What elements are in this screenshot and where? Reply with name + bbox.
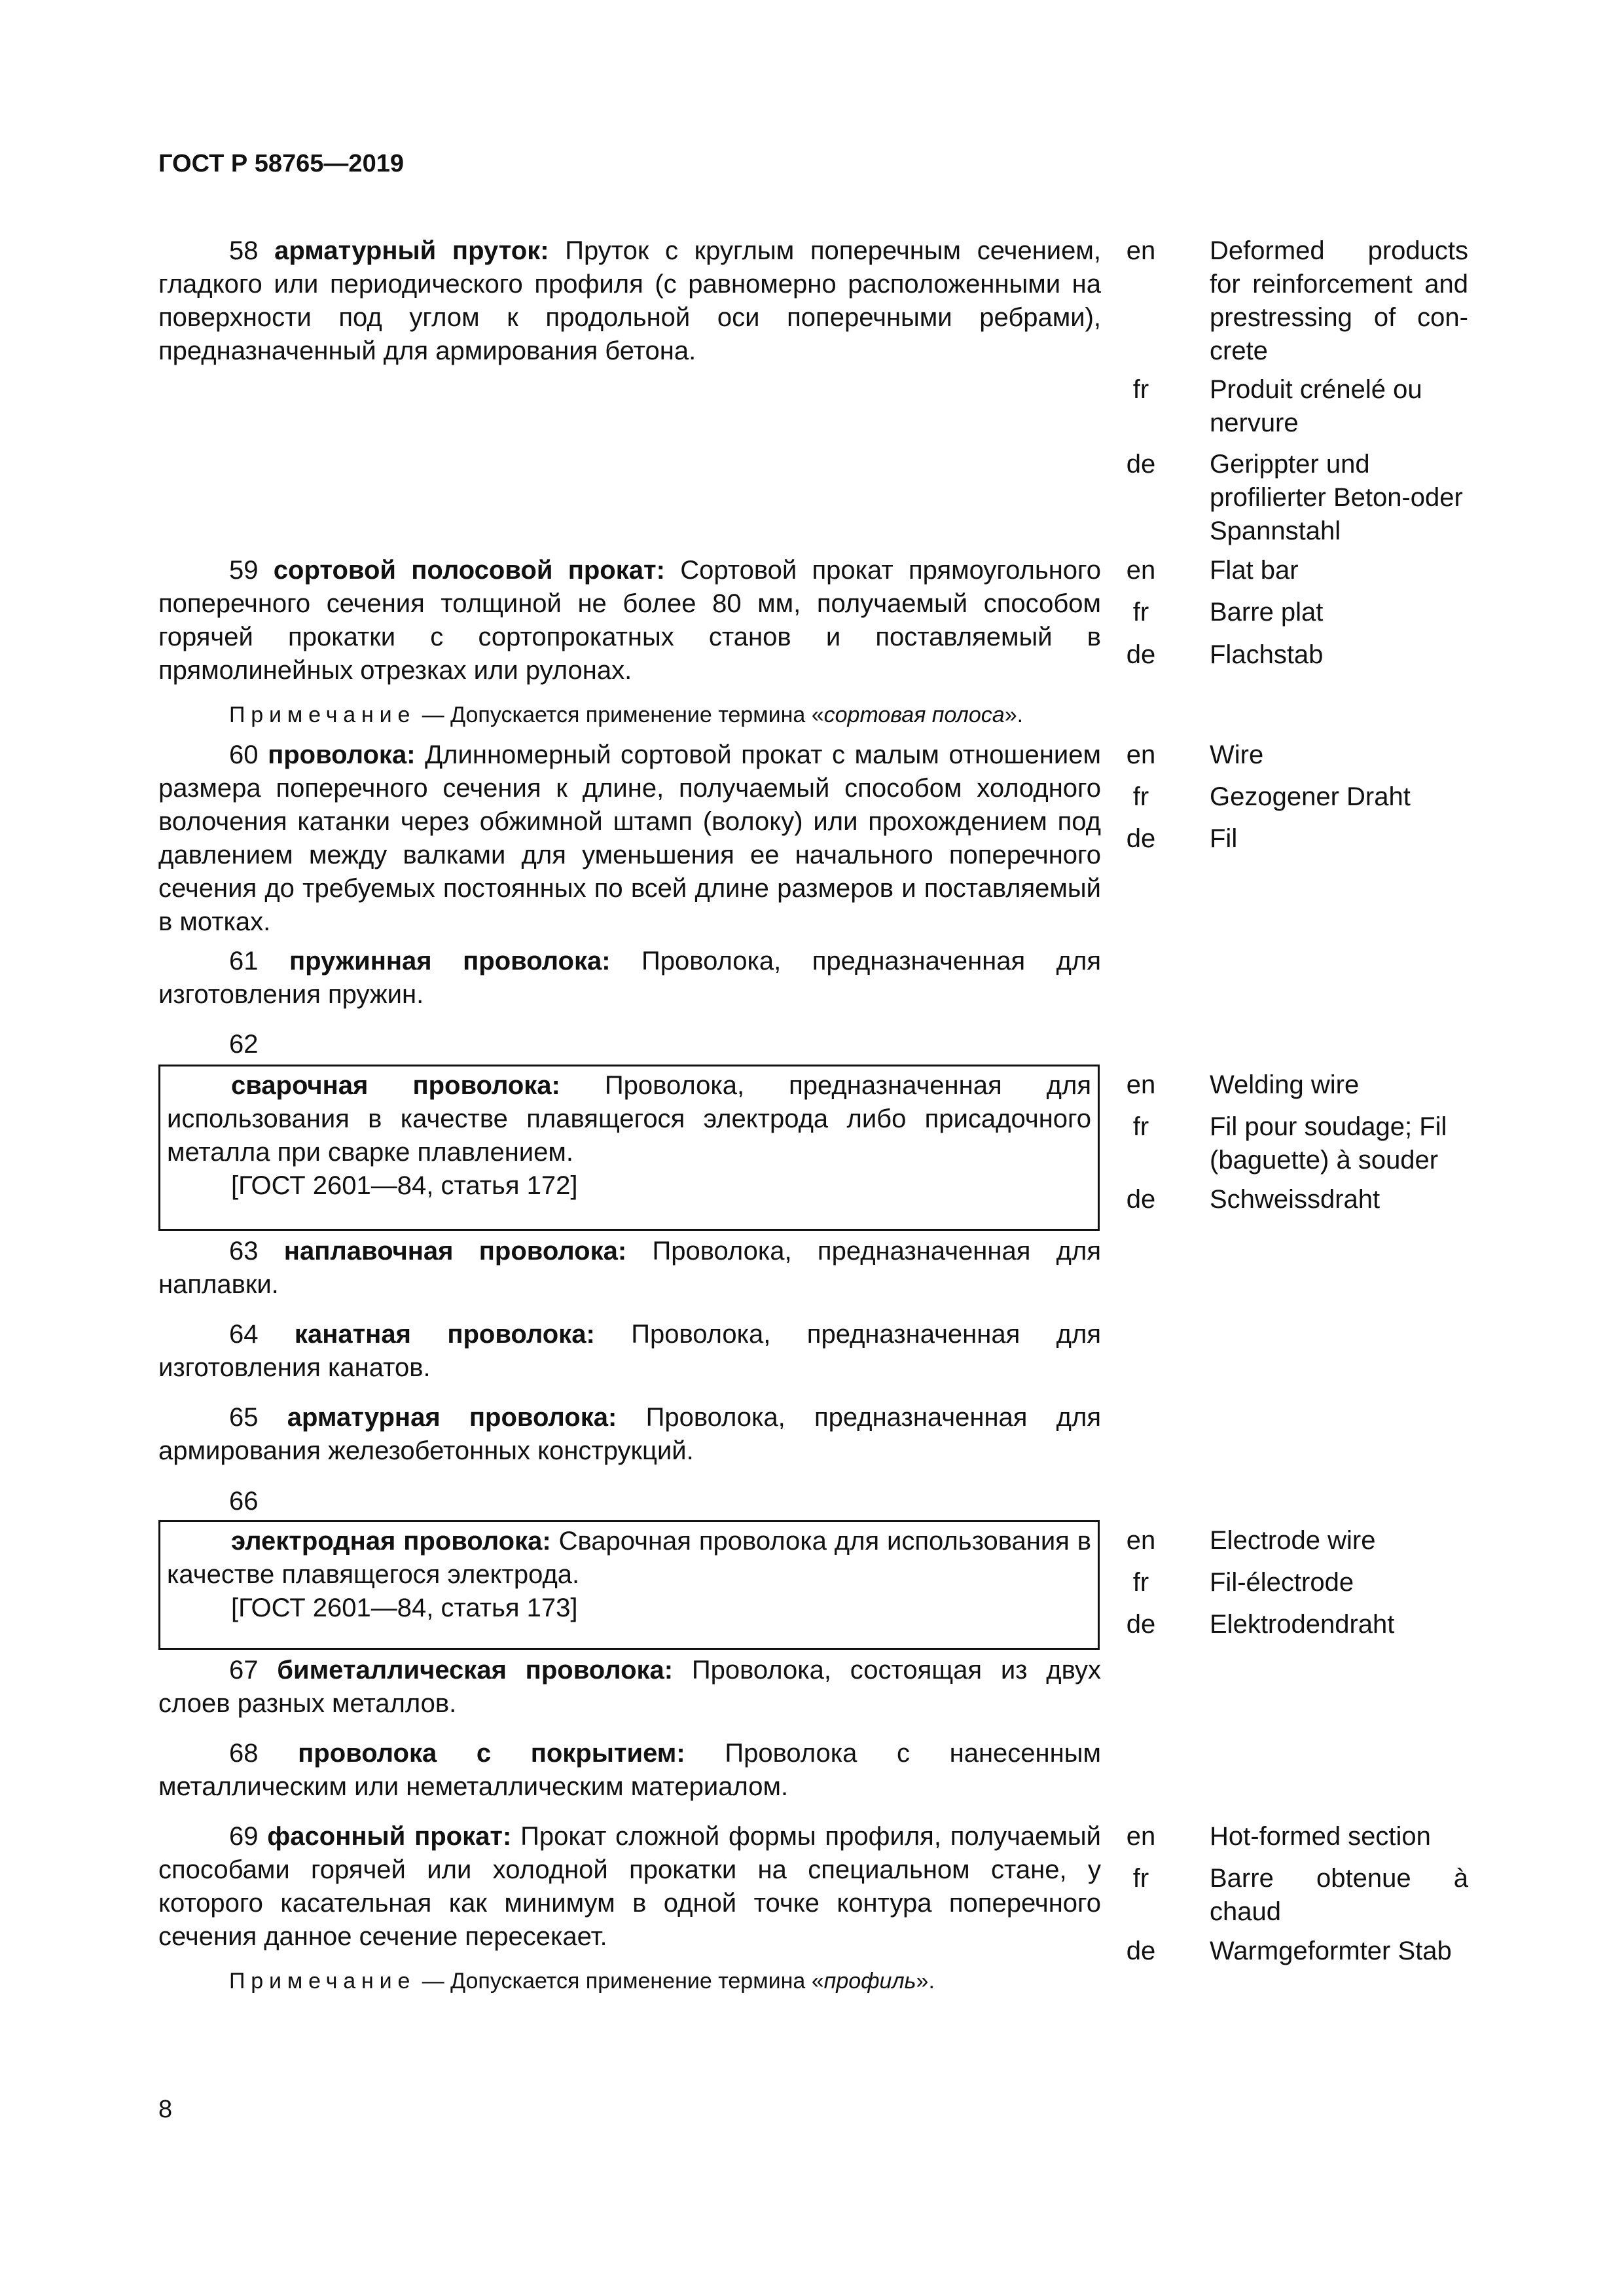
lang-code-de: de <box>1126 1610 1156 1639</box>
term-de: Elektrodendraht <box>1210 1610 1395 1639</box>
entry-64 <box>158 1318 1101 1385</box>
entry-definition: Проволока, предназначенная для наплавки. <box>158 1237 1102 1299</box>
term-de: Warmgeformter Stab <box>1210 1937 1452 1965</box>
note-label: Примечание <box>229 702 416 727</box>
term-en: Welding wire <box>1210 1070 1360 1099</box>
lang-code-en: en <box>1126 740 1156 769</box>
term-en: Deformed products for reinforcement and prestressing of con-crete <box>1210 236 1468 365</box>
term-fr: Gezogener Draht <box>1210 782 1411 811</box>
entry-definition: Проволока, предназначенная для использования в качестве плавящегося электрода либо присадочного металла при сварке плавлением. <box>167 1071 1091 1167</box>
term-fr: Barre obtenue à chaud <box>1210 1864 1468 1926</box>
term-de: Schweissdraht <box>1210 1185 1380 1214</box>
note-text: — Допускается применение термина « <box>416 1969 824 1994</box>
lang-code-fr: fr <box>1132 1864 1149 1893</box>
entry-number: 69 <box>229 1822 259 1851</box>
entry-definition: Сварочная проволока для использования в качестве плавящегося электрода. <box>167 1527 1091 1589</box>
entry-66-box <box>158 1520 1100 1650</box>
entry-source: [ГОСТ 2601—84, статья 172] <box>231 1171 578 1200</box>
entry-number: 60 <box>229 740 259 769</box>
entry-number: 58 <box>229 236 259 265</box>
entry-definition: Проволока, предназначенная для изготовления пружин. <box>158 947 1101 1009</box>
term-fr: Produit crénelé ou nervure <box>1210 375 1422 437</box>
entry-60 <box>158 738 1101 939</box>
entry-number: 64 <box>229 1320 259 1349</box>
note-term: сортовая полоса <box>823 702 1005 727</box>
entry-source: [ГОСТ 2601—84, статья 173] <box>231 1594 578 1622</box>
lang-code-fr: fr <box>1132 1112 1149 1141</box>
note-end: ». <box>1004 702 1024 727</box>
lang-code-de: de <box>1126 1185 1156 1214</box>
term-fr: Barre plat <box>1210 598 1324 627</box>
entry-term: пружинная проволока: <box>289 947 611 975</box>
entry-67 <box>158 1654 1101 1721</box>
entry-definition: Пруток с круглым поперечным сечением, гладкого или периодического профиля (с равномерно расположенными на поверхности под углом к продольной оси поперечными ребрами), предназначенный для армирования бетона. <box>158 236 1101 365</box>
lang-code-en: en <box>1126 236 1156 265</box>
term-de: Gerippter und profilierter Beton-oder Spannstahl <box>1210 450 1463 545</box>
entry-definition: Сортовой прокат прямоугольного поперечного сечения толщиной не более 80 мм, получаемый способом горячей прокатки с сортопрокатных станов и поставляемый в прямолинейных отрезках или рулонах. <box>158 556 1101 685</box>
entry-note <box>229 1967 1132 1995</box>
note-text: — Допускается применение термина « <box>416 702 824 727</box>
entry-number: 66 <box>229 1487 259 1516</box>
entry-62-box <box>158 1065 1100 1231</box>
entry-number: 62 <box>229 1030 259 1059</box>
entry-definition: Проволока с нанесенным металлическим или неметаллическим материалом. <box>158 1739 1101 1801</box>
lang-code-en: en <box>1126 1070 1156 1099</box>
entry-definition: Длинномерный сортовой прокат с малым отношением размера поперечного сечения к длине, получаемый способом холодного волочения катанки через обжимной штамп (волоку) или прохождением под давлением между валками для уменьшения ее начального поперечного сечения до требуемых постоянных по всей длине размеров и поставляемый в мотках. <box>158 740 1101 936</box>
entry-term: биметаллическая проволока: <box>277 1656 674 1685</box>
lang-code-de: de <box>1126 450 1156 479</box>
entry-term: проволока с покрытием: <box>298 1739 685 1768</box>
lang-code-en: en <box>1126 1822 1156 1851</box>
entry-65 <box>158 1401 1101 1468</box>
entry-69 <box>158 1820 1101 1954</box>
entry-definition: Прокат сложной формы профиля, получаемый способами горячей или холодной прокатки на специальном стане, у которого касательная как минимум в одной точке контура поперечного сечения данное сечение пересекает. <box>158 1822 1102 1951</box>
entry-66-number <box>158 1485 1101 1518</box>
term-en: Electrode wire <box>1210 1526 1376 1555</box>
note-label: Примечание <box>229 1969 416 1994</box>
lang-code-en: en <box>1126 556 1156 585</box>
entry-term: фасонный прокат: <box>267 1822 512 1851</box>
entry-definition: Проволока, состоящая из двух слоев разных металлов. <box>158 1656 1101 1718</box>
entry-59 <box>158 554 1101 687</box>
page-number: 8 <box>158 2096 173 2123</box>
entry-number: 67 <box>229 1656 259 1685</box>
lang-code-de: de <box>1126 640 1156 669</box>
lang-code-fr: fr <box>1132 782 1149 811</box>
entry-term: электродная проволока: <box>231 1527 551 1556</box>
entry-term: арматурная проволока: <box>287 1403 617 1432</box>
entry-term: проволока: <box>268 740 416 769</box>
document-header: ГОСТ Р 58765—2019 <box>158 150 404 177</box>
term-de: Fil <box>1210 824 1238 853</box>
term-de: Flachstab <box>1210 640 1324 669</box>
term-en: Hot-formed section <box>1210 1822 1431 1851</box>
lang-code-de: de <box>1126 824 1156 853</box>
entry-63 <box>158 1235 1101 1302</box>
entry-term: сортовой полосовой прокат: <box>273 556 665 585</box>
lang-code-fr: fr <box>1132 1568 1149 1597</box>
entry-definition: Проволока, предназначенная для изготовления канатов. <box>158 1320 1102 1382</box>
entry-term: канатная проволока: <box>294 1320 595 1349</box>
entry-term: наплавочная проволока: <box>283 1237 627 1266</box>
entry-number: 63 <box>229 1237 259 1266</box>
entry-number: 59 <box>229 556 259 585</box>
entry-58 <box>158 234 1101 368</box>
term-en: Wire <box>1210 740 1264 769</box>
entry-61 <box>158 945 1101 1011</box>
entry-term: арматурный пруток: <box>274 236 549 265</box>
lang-code-de: de <box>1126 1937 1156 1965</box>
term-fr: Fil-électrode <box>1210 1568 1354 1597</box>
entry-68 <box>158 1737 1101 1804</box>
entry-number: 65 <box>229 1403 259 1432</box>
lang-code-en: en <box>1126 1526 1156 1555</box>
entry-number: 61 <box>229 947 259 975</box>
entry-definition: Проволока, предназначенная для армирования железобетонных конструкций. <box>158 1403 1102 1465</box>
note-end: ». <box>916 1969 935 1994</box>
lang-code-fr: fr <box>1132 375 1149 404</box>
entry-number: 68 <box>229 1739 259 1768</box>
term-fr: Fil pour soudage; Fil (baguette) à souder <box>1210 1112 1447 1175</box>
lang-code-fr: fr <box>1132 598 1149 627</box>
term-en: Flat bar <box>1210 556 1299 585</box>
entry-62-number <box>158 1028 1101 1061</box>
entry-term: сварочная проволока: <box>231 1071 560 1100</box>
entry-note <box>229 701 1132 729</box>
note-term: профиль <box>823 1969 916 1994</box>
